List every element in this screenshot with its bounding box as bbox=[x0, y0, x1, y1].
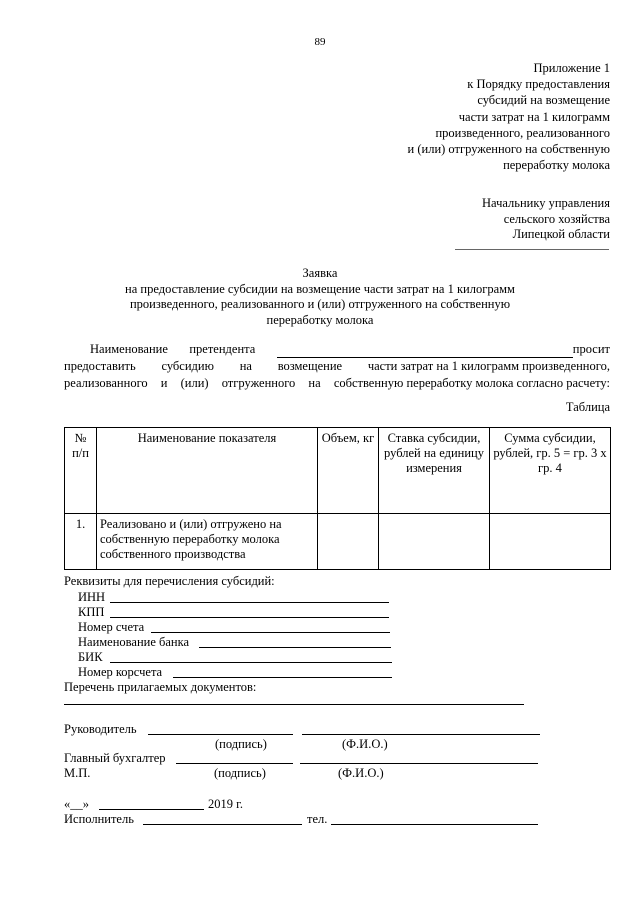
paragraph-word: на bbox=[308, 376, 321, 390]
paragraph-word: просит bbox=[572, 342, 610, 356]
appendix-line: и (или) отгруженного на собственную bbox=[407, 142, 610, 157]
title-line: переработку молока bbox=[266, 312, 374, 327]
date-day: «__» bbox=[64, 797, 89, 811]
appendix-line: переработку молока bbox=[503, 158, 610, 173]
rate-cell[interactable] bbox=[379, 514, 490, 570]
table-caption: Таблица bbox=[565, 400, 610, 414]
paragraph-word: отгруженного bbox=[221, 376, 296, 390]
table-row bbox=[65, 514, 611, 570]
addressee-line: сельского хозяйства bbox=[503, 211, 610, 226]
account-label: Номер счета bbox=[78, 620, 145, 634]
indicator-name-cell: Реализовано и (или) отгружено на собственную переработку молока собственного производства bbox=[97, 514, 318, 570]
paragraph-word: части затрат на 1 килограмм произведенного, bbox=[367, 359, 610, 373]
signature-hint: (подпись) bbox=[214, 766, 266, 780]
head-label: Руководитель bbox=[64, 722, 137, 736]
paragraph-word: претендента bbox=[189, 342, 256, 356]
paragraph-line-2 bbox=[64, 358, 610, 375]
bik-field[interactable] bbox=[110, 662, 392, 663]
header-cell: № п/п bbox=[65, 428, 97, 514]
paragraph-line-3 bbox=[64, 375, 610, 392]
paragraph-word: и bbox=[160, 376, 168, 390]
addressee-underline[interactable] bbox=[455, 249, 609, 250]
paragraph-word: предоставить bbox=[64, 359, 136, 373]
document-title bbox=[0, 266, 640, 328]
appendix-line: произведенного, реализованного bbox=[435, 125, 610, 140]
table-header-row bbox=[65, 428, 611, 514]
tel-field[interactable] bbox=[331, 824, 538, 825]
head-signature-field[interactable] bbox=[148, 734, 293, 735]
title-heading: Заявка bbox=[302, 266, 338, 280]
paragraph-word: Наименование bbox=[90, 342, 168, 356]
executor-field[interactable] bbox=[143, 824, 302, 825]
kpp-label: КПП bbox=[78, 605, 105, 619]
executor-label: Исполнитель bbox=[64, 812, 134, 826]
corr-account-field[interactable] bbox=[173, 677, 392, 678]
stamp-label: М.П. bbox=[64, 766, 91, 780]
paragraph-word: на bbox=[239, 359, 252, 373]
accountant-label: Главный бухгалтер bbox=[64, 751, 166, 765]
signature-hint: (подпись) bbox=[215, 737, 267, 751]
paragraph-word: возмещение bbox=[277, 359, 343, 373]
title-line: произведенного, реализованного и (или) отгруженного на собственную bbox=[129, 297, 511, 311]
paragraph-word: собственную переработку молока согласно расчету: bbox=[333, 376, 610, 390]
addressee-block bbox=[482, 196, 610, 243]
date-month-field[interactable] bbox=[99, 809, 204, 810]
bik-label: БИК bbox=[78, 650, 103, 664]
request-paragraph bbox=[64, 341, 610, 392]
appendix-line: к Порядку предоставления bbox=[467, 77, 610, 92]
date-year: 2019 г. bbox=[208, 797, 243, 811]
paragraph-word: реализованного bbox=[64, 376, 148, 390]
requisites-label: Реквизиты для перечисления субсидий: bbox=[64, 574, 275, 588]
applicant-name-field[interactable] bbox=[277, 346, 573, 358]
documents-label: Перечень прилагаемых документов: bbox=[64, 680, 257, 694]
account-field[interactable] bbox=[151, 632, 390, 633]
paragraph-word: субсидию bbox=[161, 359, 214, 373]
head-fio-field[interactable] bbox=[302, 734, 540, 735]
accountant-fio-field[interactable] bbox=[300, 763, 538, 764]
header-cell: Наименование показателя bbox=[97, 428, 318, 514]
inn-label: ИНН bbox=[78, 590, 106, 604]
header-cell: Ставка субсидии, рублей на единицу измерения bbox=[379, 428, 490, 514]
bank-field[interactable] bbox=[199, 647, 391, 648]
bank-label: Наименование банка bbox=[78, 635, 190, 649]
fio-hint: (Ф.И.О.) bbox=[338, 766, 384, 780]
corr-account-label: Номер корсчета bbox=[78, 665, 163, 679]
kpp-field[interactable] bbox=[110, 617, 389, 618]
title-line: на предоставление субсидии на возмещение части затрат на 1 килограмм bbox=[125, 281, 515, 296]
appendix-block bbox=[408, 60, 610, 173]
sum-cell[interactable] bbox=[490, 514, 611, 570]
documents-field[interactable] bbox=[64, 704, 524, 705]
addressee-line: Начальнику управления bbox=[482, 196, 610, 210]
volume-cell[interactable] bbox=[318, 514, 379, 570]
appendix-line: Приложение 1 bbox=[533, 61, 610, 75]
header-cell: Сумма субсидии, рублей, гр. 5 = гр. 3 х гр. 4 bbox=[490, 428, 611, 514]
page-number: 89 bbox=[314, 36, 326, 48]
appendix-line: части затрат на 1 килограмм bbox=[458, 109, 610, 124]
tel-label: тел. bbox=[307, 812, 328, 826]
appendix-line: субсидий на возмещение bbox=[477, 93, 610, 108]
paragraph-word: (или) bbox=[180, 376, 209, 390]
header-cell: Объем, кг bbox=[318, 428, 379, 514]
addressee-line: Липецкой области bbox=[512, 227, 610, 241]
row-number-cell: 1. bbox=[65, 514, 97, 570]
inn-field[interactable] bbox=[110, 602, 389, 603]
calculation-table bbox=[64, 427, 611, 570]
fio-hint: (Ф.И.О.) bbox=[342, 737, 388, 751]
accountant-signature-field[interactable] bbox=[176, 763, 293, 764]
paragraph-line-1 bbox=[64, 341, 610, 358]
